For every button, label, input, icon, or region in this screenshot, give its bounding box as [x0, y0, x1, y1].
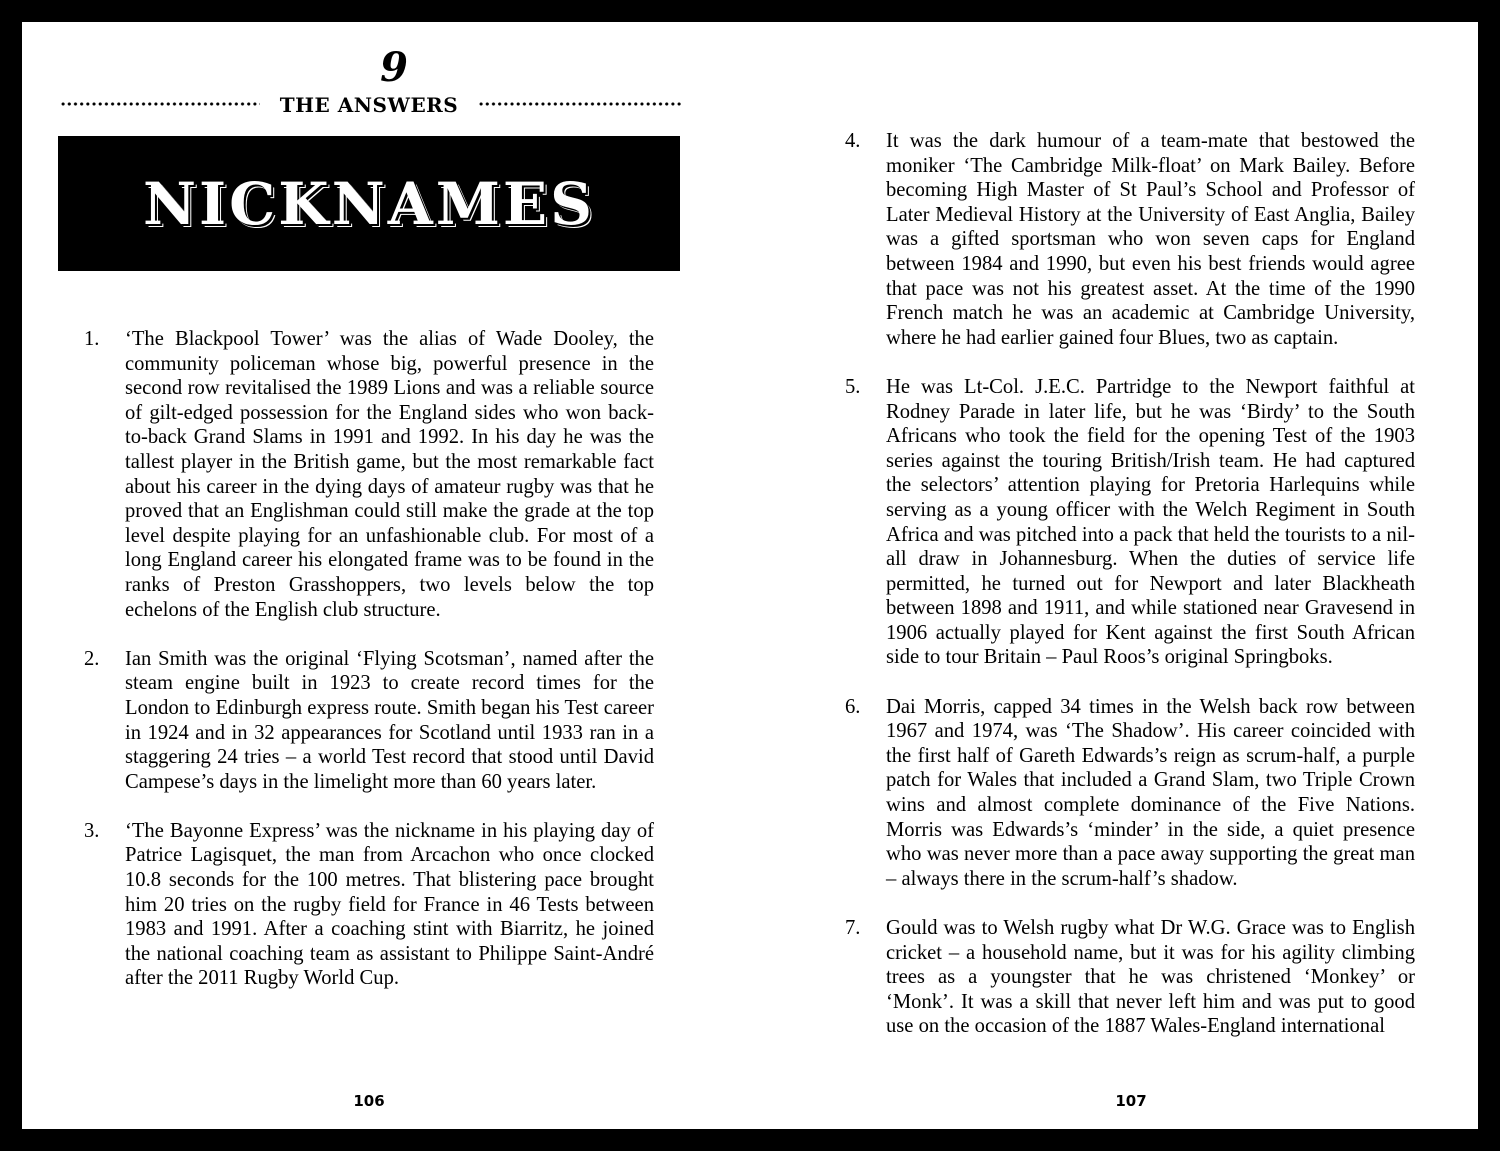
answer-text: He was Lt-Col. J.E.C. Partridge to the Newport faithful at Rodney Parade in later life, but he was ‘Birdy’ to the South Africans who took the field for the opening Test of the 1903 series against the touring British/Irish team. He had captured the selectors’ attention playing for Pretoria Harlequins while serving as a young officer with the Welch Regiment in South Africa and was pitched into a pack that held the tourists to a nil-all draw in Johannesburg. When the duties of service life permitted, he turned out for Newport and later Blackheath between 1898 and 1911, and while stationed near Gravesend in 1906 actually played for Kent against the first South African side to tour Britain – Paul Roos’s original Springboks.: [886, 375, 1415, 669]
page-title: NICKNAMES: [142, 169, 596, 238]
chapter-number: 9: [380, 44, 408, 91]
answer-item: [84, 647, 654, 795]
page-number-left: 106: [353, 1092, 385, 1110]
answer-text: It was the dark humour of a team-mate that bestowed the moniker ‘The Cambridge Milk-float’ on Mark Bailey. Before becoming High Master of St Paul’s School and Professor of Later Medieval History at the University of East Anglia, Bailey was a gifted sportsman who won seven caps for England between 1984 and 1990, but even his best friends would agree that pace was not his greatest asset. At the time of the 1990 French match he was an academic at Cambridge University, where he had earlier gained four Blues, two as captain.: [886, 130, 1415, 349]
answer-number: 2.: [84, 647, 100, 670]
book-spread: [22, 22, 1478, 1129]
answer-text: Gould was to Welsh rugby what Dr W.G. Grace was to English cricket – a household name, but it was for his agility climbing trees as a youngster that he was christened ‘Monkey’ or ‘Monk’. It was a skill that never left him and was put to good use on the occasion of the 1887 Wales-England international: [886, 917, 1415, 1038]
page-title-banner: [58, 136, 680, 271]
right-page-column: [845, 129, 1415, 1064]
left-page-column: [84, 327, 654, 1016]
answer-item: [845, 695, 1415, 892]
answer-number: 6.: [845, 695, 861, 718]
answer-item: [845, 916, 1415, 1039]
answer-item: [84, 327, 654, 622]
dotted-rule-right: [478, 102, 682, 106]
answer-text: ‘The Bayonne Express’ was the nickname in his playing day of Patrice Lagisquet, the man from Arcachon who once clocked 10.8 seconds for the 100 metres. That blistering pace brought him 20 tries on the rugby field for France in 46 Tests between 1983 and 1991. After a coaching stint with Biarritz, he joined the national coaching team as assistant to Philippe Saint-André after the 2011 Rugby World Cup.: [125, 819, 654, 990]
answer-item: [84, 819, 654, 991]
answer-item: [845, 129, 1415, 350]
answer-item: [845, 375, 1415, 670]
answer-number: 1.: [84, 328, 100, 350]
dotted-rule-left: [60, 102, 260, 106]
answer-number: 4.: [845, 130, 861, 152]
answer-number: 3.: [84, 819, 100, 842]
answer-number: 7.: [845, 917, 861, 939]
answer-number: 5.: [845, 375, 861, 398]
section-header: [60, 94, 682, 116]
answer-text: Dai Morris, capped 34 times in the Welsh back row between 1967 and 1974, was ‘The Shadow’. His career coincided with the first half of Gareth Edwards’s reign as scrum-half, a purple patch for Wales that included a Grand Slam, two Triple Crown wins and almost complete dominance of the Five Nations. Morris was Edwards’s ‘minder’ in the side, a quiet presence who was never more than a pace away supporting the great man – always there in the scrum-half’s shadow.: [886, 695, 1415, 890]
page-number-right: 107: [1115, 1092, 1147, 1110]
section-title: THE ANSWERS: [279, 93, 459, 117]
answer-text: Ian Smith was the original ‘Flying Scotsman’, named after the steam engine built in 1923 to create record times for the London to Edinburgh express route. Smith began his Test career in 1924 and in 32 appearances for Scotland until 1933 ran in a staggering 24 tries – a world Test record that stood until David Campese’s days in the limelight more than 60 years later.: [125, 647, 654, 793]
answer-text: ‘The Blackpool Tower’ was the alias of Wade Dooley, the community policeman whose big, powerful presence in the second row revitalised the 1989 Lions and was a reliable source of gilt-edged possession for the England sides who won back-to-back Grand Slams in 1991 and 1992. In his day he was the tallest player in the British game, but the most remarkable fact about his career in the dying days of amateur rugby was that he proved that an Englishman could still make the grade at the top level despite playing for an unfashionable club. For most of a long England career his elongated frame was to be found in the ranks of Preston Grasshoppers, two levels below the top echelons of the English club structure.: [125, 328, 654, 621]
